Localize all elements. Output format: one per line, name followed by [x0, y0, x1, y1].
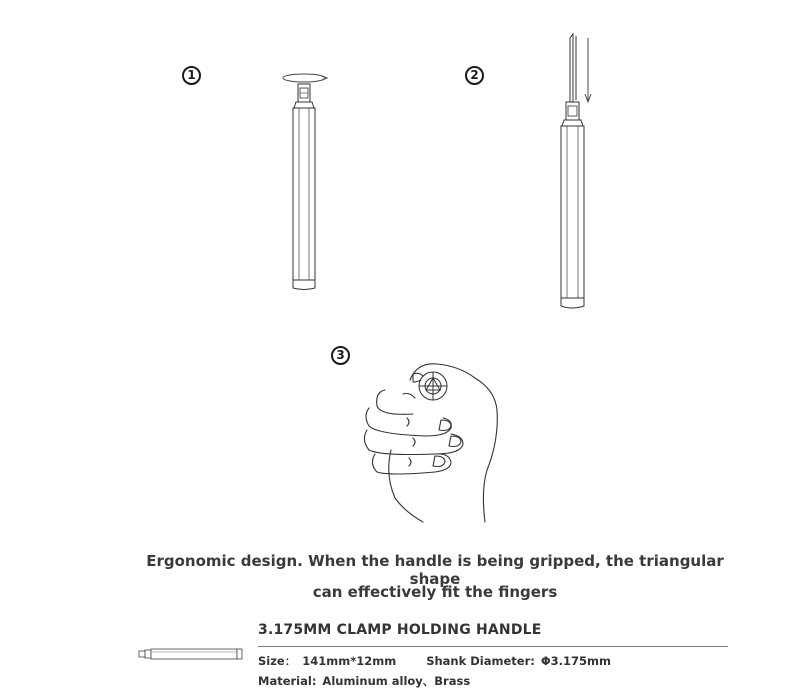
material-value: Aluminum alloy、Brass	[322, 674, 471, 688]
spec-material-line	[258, 673, 470, 689]
product-title: 3.175MM CLAMP HOLDING HANDLE	[258, 622, 542, 638]
caption-line-2: can effectively fit the fingers	[312, 583, 558, 601]
size-value: 141mm*12mm	[302, 654, 397, 668]
size-label: Size：	[258, 654, 297, 668]
step-number-1: 1	[182, 66, 201, 85]
step-number-3: 3	[331, 346, 350, 365]
handle-illustration-rotate	[270, 68, 340, 298]
step-number-2: 2	[465, 66, 484, 85]
caption-line-1: Ergonomic design. When the handle is being gripped, the triangular shape	[146, 552, 724, 588]
handle-thumbnail	[137, 646, 245, 662]
title-divider	[258, 646, 728, 647]
shank-label: Shank Diameter:	[426, 654, 535, 668]
hand-gripping-illustration	[355, 350, 515, 525]
shank-value: Φ3.175mm	[540, 654, 611, 668]
spec-size-line	[258, 653, 611, 669]
material-label: Material:	[258, 674, 317, 688]
handle-illustration-insert	[545, 30, 615, 315]
